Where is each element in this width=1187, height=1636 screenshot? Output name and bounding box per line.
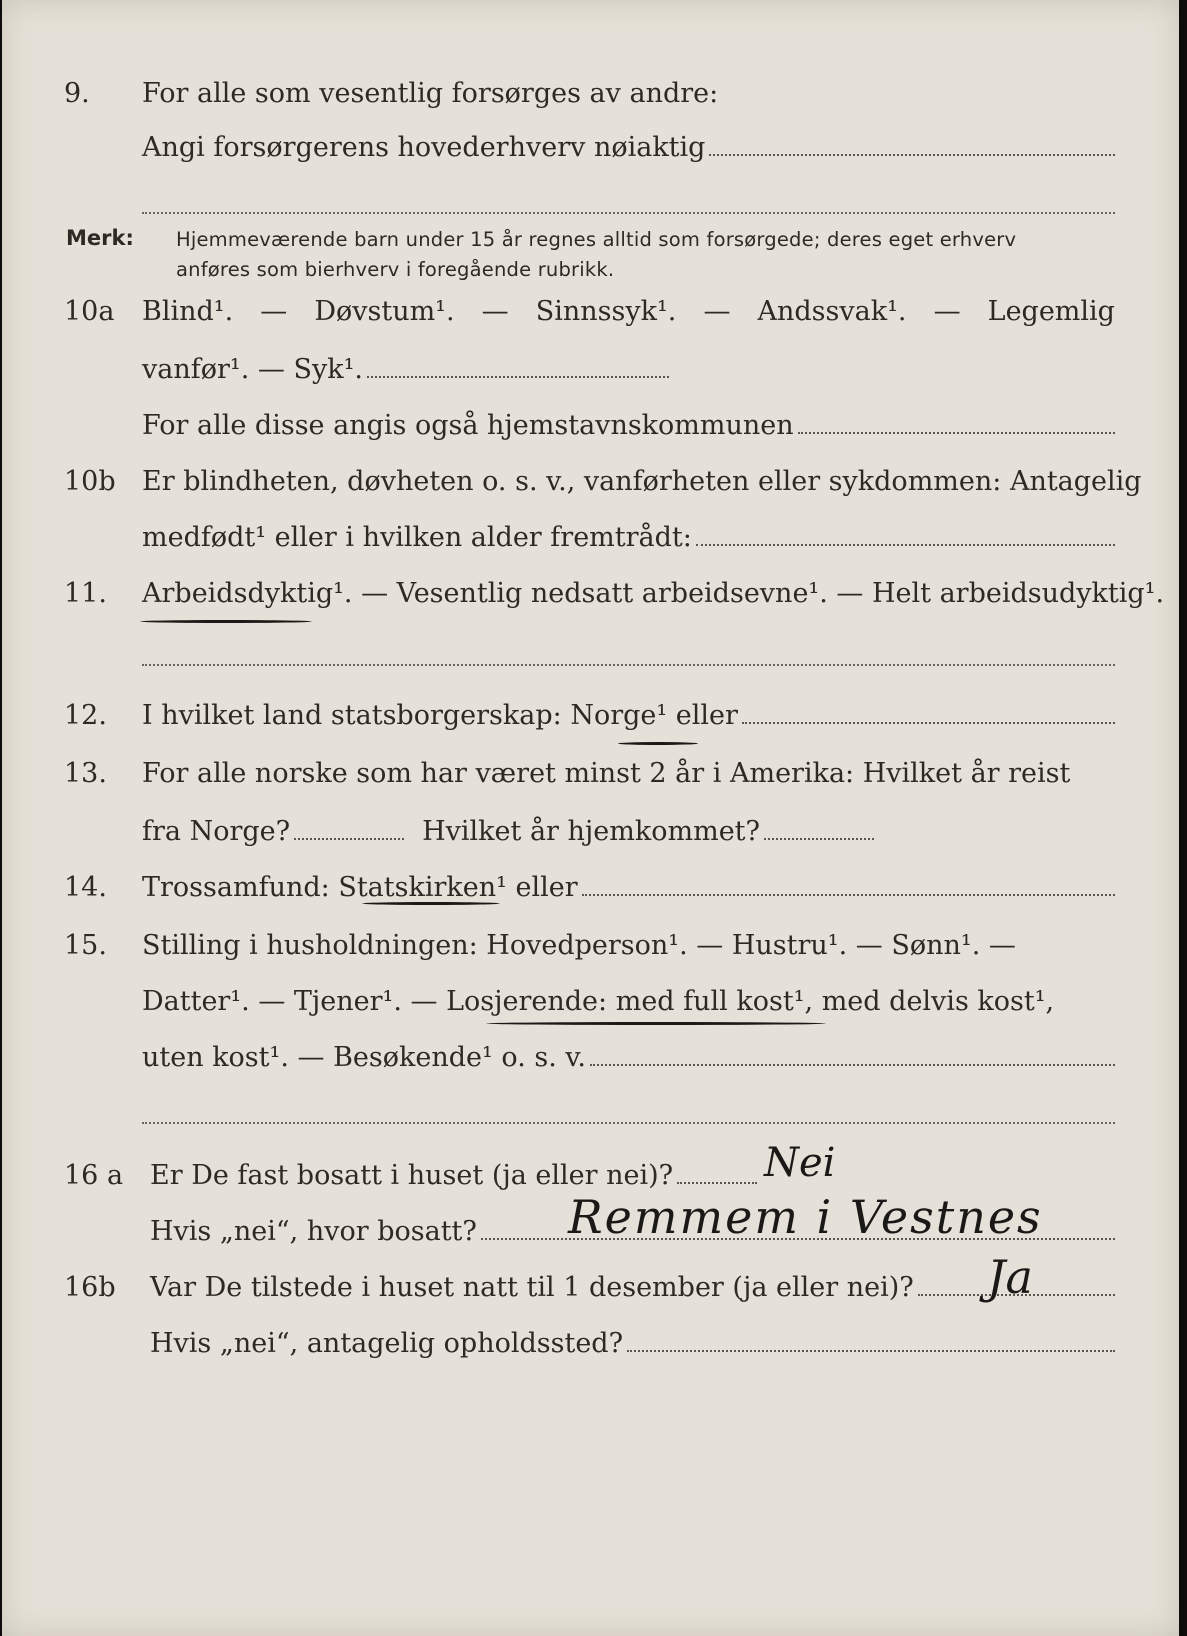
q12-number: 12. — [64, 700, 107, 731]
q16a-resident-field[interactable] — [677, 1162, 757, 1184]
q16b-number: 16b — [64, 1272, 116, 1303]
q16b-line2 — [150, 1328, 1115, 1359]
q10a-part: Døvstum¹. — [314, 296, 455, 327]
q10a-part: Sinnssyk¹. — [535, 296, 677, 327]
q15-handwritten-underline — [486, 1022, 826, 1025]
q10b-answer-field[interactable] — [696, 524, 1115, 546]
q10a-part: — — [703, 296, 731, 327]
q14-handwritten-underline — [362, 902, 500, 905]
q15-line3 — [142, 1042, 1115, 1073]
q13-line1 — [142, 758, 1115, 789]
q13-emigration-year-field[interactable] — [294, 818, 404, 840]
q11-text1: Arbeidsdyktig¹. — Vesentlig nedsatt arbeidsevne¹. — Helt arbeidsudyktig¹. — [142, 578, 1165, 609]
q10a-part: — — [481, 296, 509, 327]
q16b-whereabouts-field[interactable] — [627, 1330, 1115, 1352]
q15-text2: Datter¹. — Tjener¹. — Losjerende: med full kost¹, med delvis kost¹, — [142, 986, 1055, 1017]
q9-number: 9. — [64, 78, 90, 109]
q16b-text1: Var De tilstede i huset natt til 1 desember (ja eller nei)? — [150, 1272, 914, 1303]
q16a-number: 16 a — [64, 1160, 124, 1191]
merk-text-line1: Hjemmeværende barn under 15 år regnes alltid som forsørgede; deres eget erhverv — [176, 228, 1017, 251]
q10a-part: Andssvak¹. — [757, 296, 907, 327]
q16a-line1 — [150, 1160, 1115, 1191]
q14-text1: Trossamfund: Statskirken¹ eller — [142, 872, 578, 903]
q13-text2b: Hvilket år hjemkommet? — [422, 816, 761, 847]
q15-text3: uten kost¹. — Besøkende¹ o. s. v. — [142, 1042, 587, 1073]
q16a-handwritten-answer1: Nei — [764, 1140, 836, 1186]
q15-line1 — [142, 930, 1115, 961]
q13-text2a: fra Norge? — [142, 816, 291, 847]
q13-text1: For alle norske som har været minst 2 år i Amerika: Hvilket år reist — [142, 758, 1071, 789]
q10b-line2 — [142, 522, 1115, 553]
q10b-line1 — [142, 466, 1142, 497]
q16b-handwritten-answer1: Ja — [987, 1250, 1033, 1304]
merk-text-line2: anføres som bierhverv i foregående rubrikk. — [176, 258, 615, 281]
q11-handwritten-underline — [140, 620, 312, 623]
q10a-home-municipality-field[interactable] — [798, 412, 1115, 434]
q10b-number: 10b — [64, 466, 116, 497]
q12-text1: I hvilket land statsborgerskap: Norge¹ eller — [142, 700, 738, 731]
q10a-sick-answer-field[interactable] — [367, 356, 669, 378]
q9-line2 — [142, 132, 1115, 163]
q15-answer-field[interactable] — [590, 1044, 1115, 1066]
q10a-text2: vanfør¹. — Syk¹. — [142, 354, 363, 385]
q12-answer-field[interactable] — [742, 702, 1115, 724]
q12-handwritten-underline — [618, 742, 698, 745]
q12-line1 — [142, 700, 1115, 731]
q15-number: 15. — [64, 930, 107, 961]
q10a-line1 — [142, 296, 1115, 327]
q9-text2: Angi forsørgerens hovederhverv nøiaktig — [142, 132, 706, 163]
q11-extra-answer-line[interactable] — [142, 664, 1115, 666]
q9-extra-answer-line[interactable] — [142, 212, 1115, 214]
q16b-line1 — [150, 1272, 1115, 1303]
q16a-handwritten-answer2: Remmem i Vestnes — [568, 1190, 1043, 1244]
q10a-line3 — [142, 410, 1115, 441]
q10b-text2: medfødt¹ eller i hvilken alder fremtrådt: — [142, 522, 692, 553]
q15-extra-answer-line[interactable] — [142, 1122, 1115, 1124]
q14-number: 14. — [64, 872, 107, 903]
q10b-text1: Er blindheten, døvheten o. s. v., vanførheten eller sykdommen: Antagelig — [142, 466, 1142, 497]
q10a-line2 — [142, 354, 669, 385]
q9-text1: For alle som vesentlig forsørges av andre: — [142, 78, 719, 109]
q13-number: 13. — [64, 758, 107, 789]
q16a-text1: Er De fast bosatt i huset (ja eller nei)? — [150, 1160, 674, 1191]
q10a-part: Legemlig — [987, 296, 1115, 327]
q16b-text2: Hvis „nei“, antagelig opholdssted? — [150, 1328, 624, 1359]
q9-line1 — [142, 78, 1115, 109]
q10a-number: 10a — [64, 296, 115, 327]
q10a-part: — — [933, 296, 961, 327]
q13-return-year-field[interactable] — [764, 818, 874, 840]
q10a-part: — — [260, 296, 288, 327]
merk-label: Merk: — [66, 226, 134, 250]
q14-answer-field[interactable] — [582, 874, 1115, 896]
q15-text1: Stilling i husholdningen: Hovedperson¹. — Hustru¹. — Sønn¹. — — [142, 930, 1016, 961]
q15-line2 — [142, 986, 1115, 1017]
q11-line1 — [142, 578, 1165, 609]
q10a-part: Blind¹. — [142, 296, 234, 327]
q13-line2 — [142, 816, 1115, 847]
q9-answer-field[interactable] — [709, 134, 1115, 156]
q16a-text2: Hvis „nei“, hvor bosatt? — [150, 1216, 477, 1247]
q10a-text3: For alle disse angis også hjemstavnskommunen — [142, 410, 794, 441]
q11-number: 11. — [64, 578, 107, 609]
q14-line1 — [142, 872, 1115, 903]
census-form-page — [2, 0, 1179, 1636]
